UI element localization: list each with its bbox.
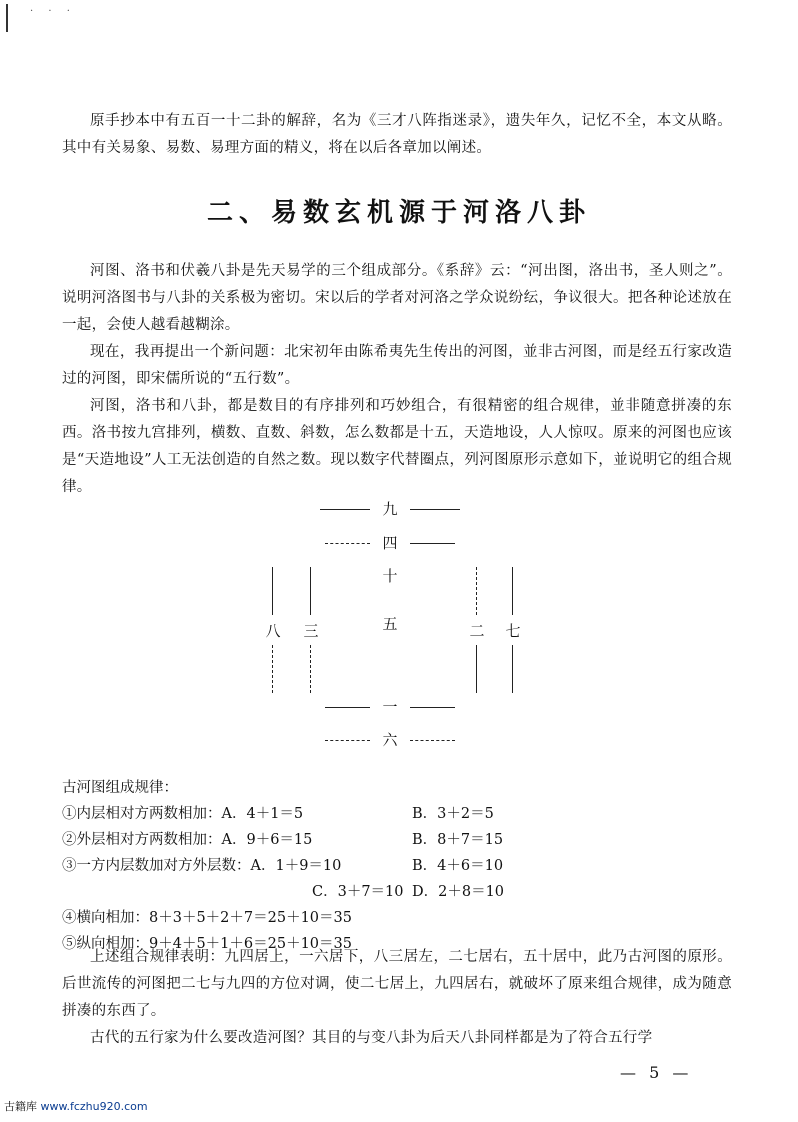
- rule-2-a: A．9＋6＝15: [221, 832, 313, 848]
- rule-4-expr: 8＋3＋5＋2＋7＝25＋10＝35: [149, 910, 352, 926]
- rule-3-b: B．4＋6＝10: [412, 858, 504, 874]
- site-url[interactable]: www.fczhu920.com: [40, 1100, 148, 1113]
- num-left-inner: 三: [301, 622, 321, 640]
- rule-2-b: B．8＋7＝15: [412, 832, 504, 848]
- rule-1-label: ①内层相对方两数相加：: [62, 806, 222, 822]
- line-bottom-outer-left: [325, 740, 370, 741]
- line-left-inner-top: [310, 567, 311, 615]
- num-bottom-outer: 六: [380, 731, 400, 749]
- num-center: 五: [380, 615, 400, 633]
- num-right-inner: 二: [467, 622, 487, 640]
- scan-edge-mark: [6, 4, 8, 32]
- rule-1: [62, 802, 303, 823]
- paragraph-1: 河图、洛书和伏羲八卦是先天易学的三个组成部分。《系辞》云：“河出图，洛出书，圣人则之”。说明河洛图书与八卦的关系极为密切。宋以后的学者对河洛之学众说纷纭，争议很大。把各种论述放在一起，会使人越看越糊涂。: [62, 263, 732, 333]
- paragraph-3: 河图，洛书和八卦，都是数目的有序排列和巧妙组合，有很精密的组合规律，並非随意拼凑的东西。洛书按九宫排列，横数、直数、斜数，怎么数都是十五，天造地设，人人惊叹。原来的河图也应该是“天造地设”人工无法创造的自然之数。现以数字代替圈点，列河图原形示意如下，並说明它的组合规律。: [62, 398, 732, 495]
- num-left-outer: 八: [263, 622, 283, 640]
- line-bottom-outer-right: [410, 740, 455, 741]
- line-top-outer-left: [320, 509, 370, 510]
- line-right-outer-top: [512, 567, 513, 615]
- line-bottom-inner-left: [325, 707, 370, 708]
- scan-specks: · · ·: [30, 6, 76, 17]
- num-top-outer: 九: [380, 500, 400, 518]
- rule-3-label: ③一方内层数加对方外层数：: [62, 858, 251, 874]
- num-right-outer: 七: [503, 622, 523, 640]
- rule-3-c: C．3＋7＝10: [312, 884, 404, 900]
- line-top-inner-left: [325, 543, 370, 544]
- page-number: — 5 —: [620, 1063, 693, 1082]
- site-name: 古籍库: [4, 1100, 37, 1113]
- rule-5-label: ⑤纵向相加：: [62, 936, 149, 952]
- num-top-inner: 四: [380, 534, 400, 552]
- num-center-top: 十: [380, 567, 400, 585]
- conclusion-paragraph: 上述组合规律表明：九四居上，一六居下，八三居左，二七居右，五十居中，此乃古河图的原形。后世流传的河图把二七与九四的方位对调，使二七居上，九四居右，就破坏了原来组合规律，成为随意拼凑的东西了。: [62, 949, 732, 1019]
- rule-1-a: A．4＋1＝5: [221, 806, 304, 822]
- rule-3: [62, 854, 341, 875]
- rule-4: [62, 906, 352, 927]
- intro-paragraph: 原手抄本中有五百一十二卦的解辞，名为《三才八阵指迷录》，遗失年久，记忆不全，本文从略。其中有关易象、易数、易理方面的精义，将在以后各章加以阐述。: [62, 113, 732, 156]
- site-watermark[interactable]: [4, 1098, 148, 1114]
- paragraph-2: 现在，我再提出一个新问题：北宋初年由陈希夷先生传出的河图，並非古河图，而是经五行家改造过的河图，即宋儒所说的“五行数”。: [62, 344, 732, 387]
- rule-1-b: B．3＋2＝5: [412, 806, 494, 822]
- line-top-inner-right: [410, 543, 455, 544]
- line-right-outer-bottom: [512, 645, 513, 693]
- rule-4-label: ④横向相加：: [62, 910, 149, 926]
- line-right-inner-top: [476, 567, 477, 615]
- rule-3-d: D．2＋8＝10: [412, 884, 505, 900]
- line-left-outer-bottom: [272, 645, 273, 693]
- num-bottom-inner: 一: [380, 698, 400, 716]
- line-top-outer-right: [410, 509, 460, 510]
- rule-2-label: ②外层相对方两数相加：: [62, 832, 222, 848]
- last-line: 古代的五行家为什么要改造河图？其目的与变八卦为后天八卦同样都是为了符合五行学: [90, 1030, 653, 1046]
- rules-heading: 古河图组成规律：: [62, 780, 178, 796]
- section-title: 二、易数玄机源于河洛八卦: [206, 198, 591, 228]
- line-right-inner-bottom: [476, 645, 477, 693]
- hetu-diagram: [230, 495, 570, 755]
- rule-5-expr: 9＋4＋5＋1＋6＝25＋10＝35: [149, 936, 352, 952]
- rule-3-a: A．1＋9＝10: [250, 858, 342, 874]
- line-bottom-inner-right: [410, 707, 455, 708]
- line-left-inner-bottom: [310, 645, 311, 693]
- rule-2: [62, 828, 312, 849]
- line-left-outer-top: [272, 567, 273, 615]
